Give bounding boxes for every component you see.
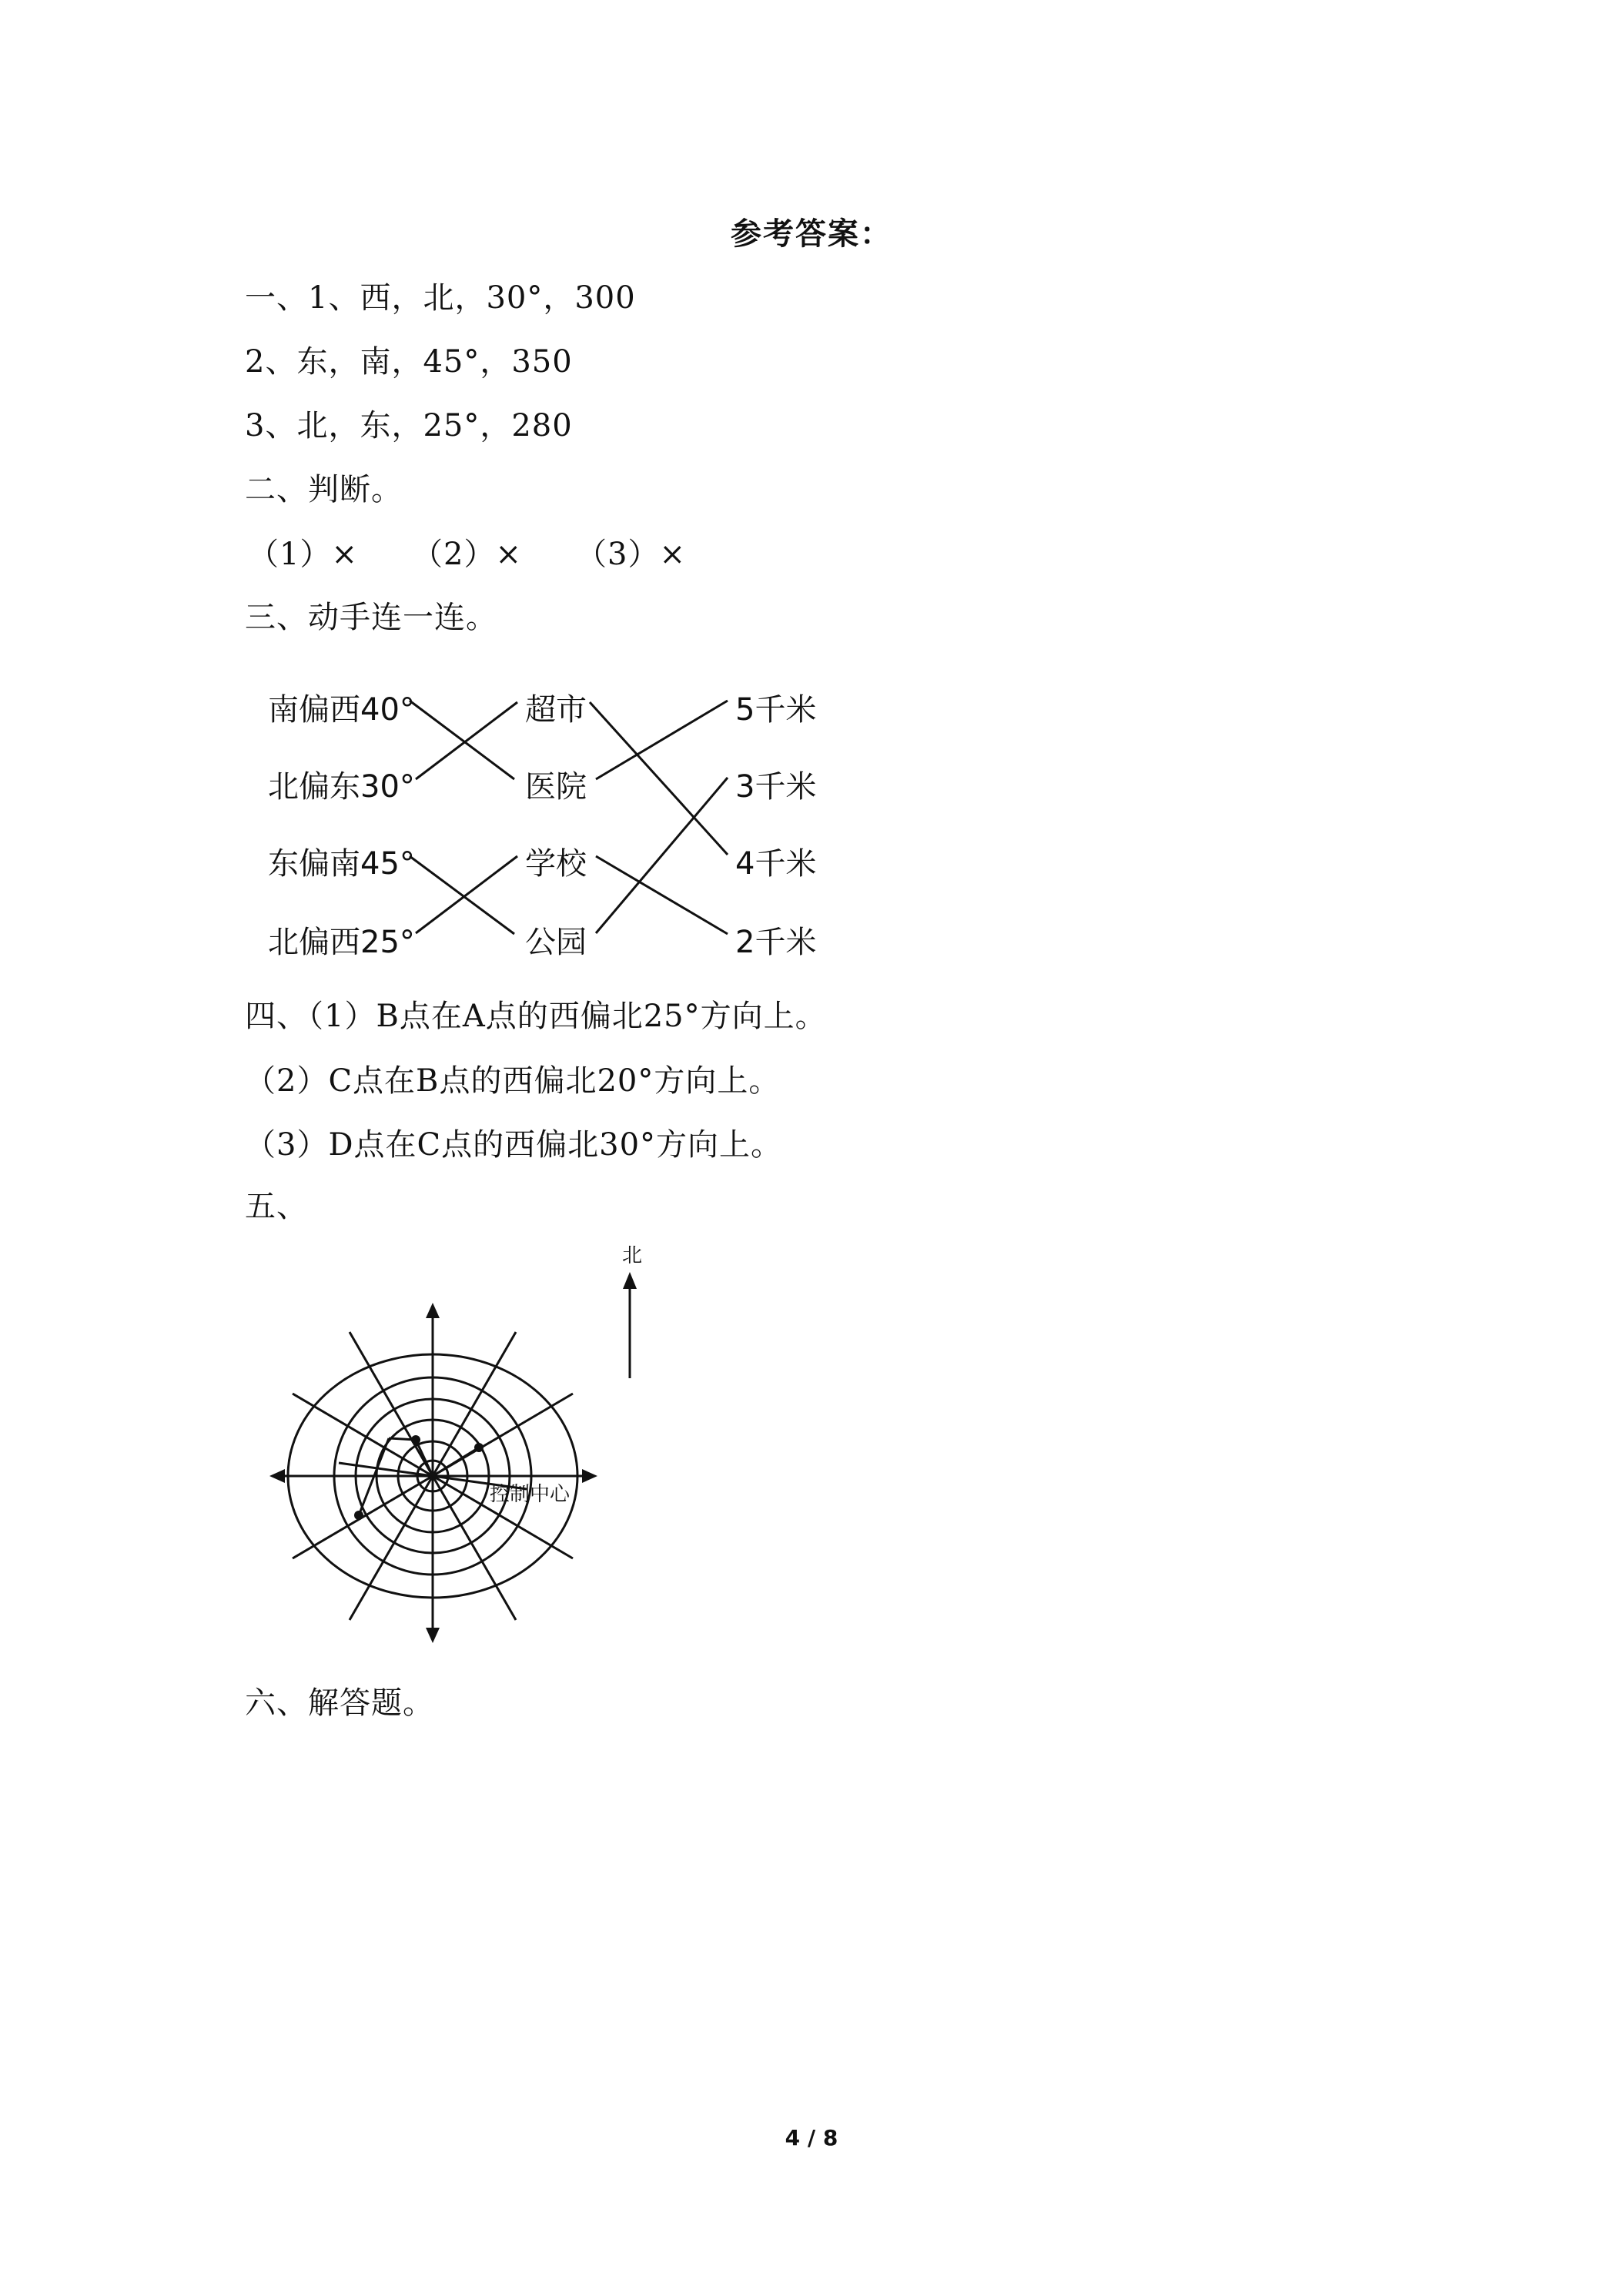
match-line-dir3-place4 [410, 856, 514, 934]
direction-label-3: 东偏南45° [268, 846, 415, 882]
match-line-dir2-place1 [416, 702, 517, 779]
match-line-place3-dist4 [596, 856, 728, 934]
center-label: 控制中心 [490, 1483, 571, 1506]
south-arrowhead [426, 1628, 440, 1643]
place-label-3: 学校 [525, 846, 587, 882]
place-label-4: 公园 [525, 925, 587, 960]
east-arrowhead [582, 1469, 597, 1483]
north-arrowhead [426, 1303, 440, 1318]
section-2-heading: 二、判断。 [245, 472, 403, 507]
match-line-place4-dist2 [596, 778, 728, 933]
answer-4-1: 四、（1）B点在A点的西偏北25°方向上。 [245, 999, 827, 1034]
section-5-heading: 五、 [245, 1189, 308, 1224]
distance-label-1: 5千米 [735, 692, 817, 728]
direction-label-2: 北偏东30° [268, 769, 415, 805]
arrowheads [269, 1272, 637, 1643]
place-label-1: 超市 [525, 692, 587, 728]
direction-label-4: 北偏西25° [268, 925, 415, 960]
answer-1-3: 3、北，东，25°，280 [245, 408, 573, 443]
answer-1-1: 一、1、西，北，30°，300 [245, 280, 636, 316]
north-indicator-label: 北 [622, 1244, 643, 1267]
west-arrowhead [269, 1469, 285, 1483]
match-line-dir4-place3 [416, 856, 517, 933]
judge-answer-2: （2）× [412, 537, 522, 572]
page-title: 参考答案： [731, 216, 892, 252]
point-dot-3 [354, 1511, 363, 1520]
distance-label-2: 3千米 [735, 769, 817, 805]
section-3-heading: 三、动手连一连。 [245, 600, 497, 635]
judge-answer-1: （1）× [248, 537, 358, 572]
match-line-place2-dist1 [596, 701, 728, 779]
matching-lines [410, 701, 728, 934]
distance-label-3: 4千米 [735, 846, 817, 882]
direction-label-1: 南偏西40° [268, 692, 415, 728]
match-line-dir1-place2 [410, 701, 514, 779]
section-6-heading: 六、解答题。 [245, 1685, 434, 1721]
page-number: 4 / 8 [785, 2125, 838, 2150]
point-dot-1 [411, 1435, 420, 1444]
answer-4-3: （3）D点在C点的西偏北30°方向上。 [245, 1127, 783, 1163]
answer-4-2: （2）C点在B点的西偏北20°方向上。 [245, 1063, 781, 1099]
judge-answer-3: （3）× [576, 537, 686, 572]
match-line-place1-dist3 [590, 702, 728, 855]
answer-1-2: 2、东，南，45°，350 [245, 344, 573, 380]
point-dot-2 [474, 1443, 484, 1452]
place-label-2: 医院 [525, 769, 587, 805]
distance-label-4: 2千米 [735, 925, 817, 960]
radar-diagram [276, 1309, 591, 1637]
